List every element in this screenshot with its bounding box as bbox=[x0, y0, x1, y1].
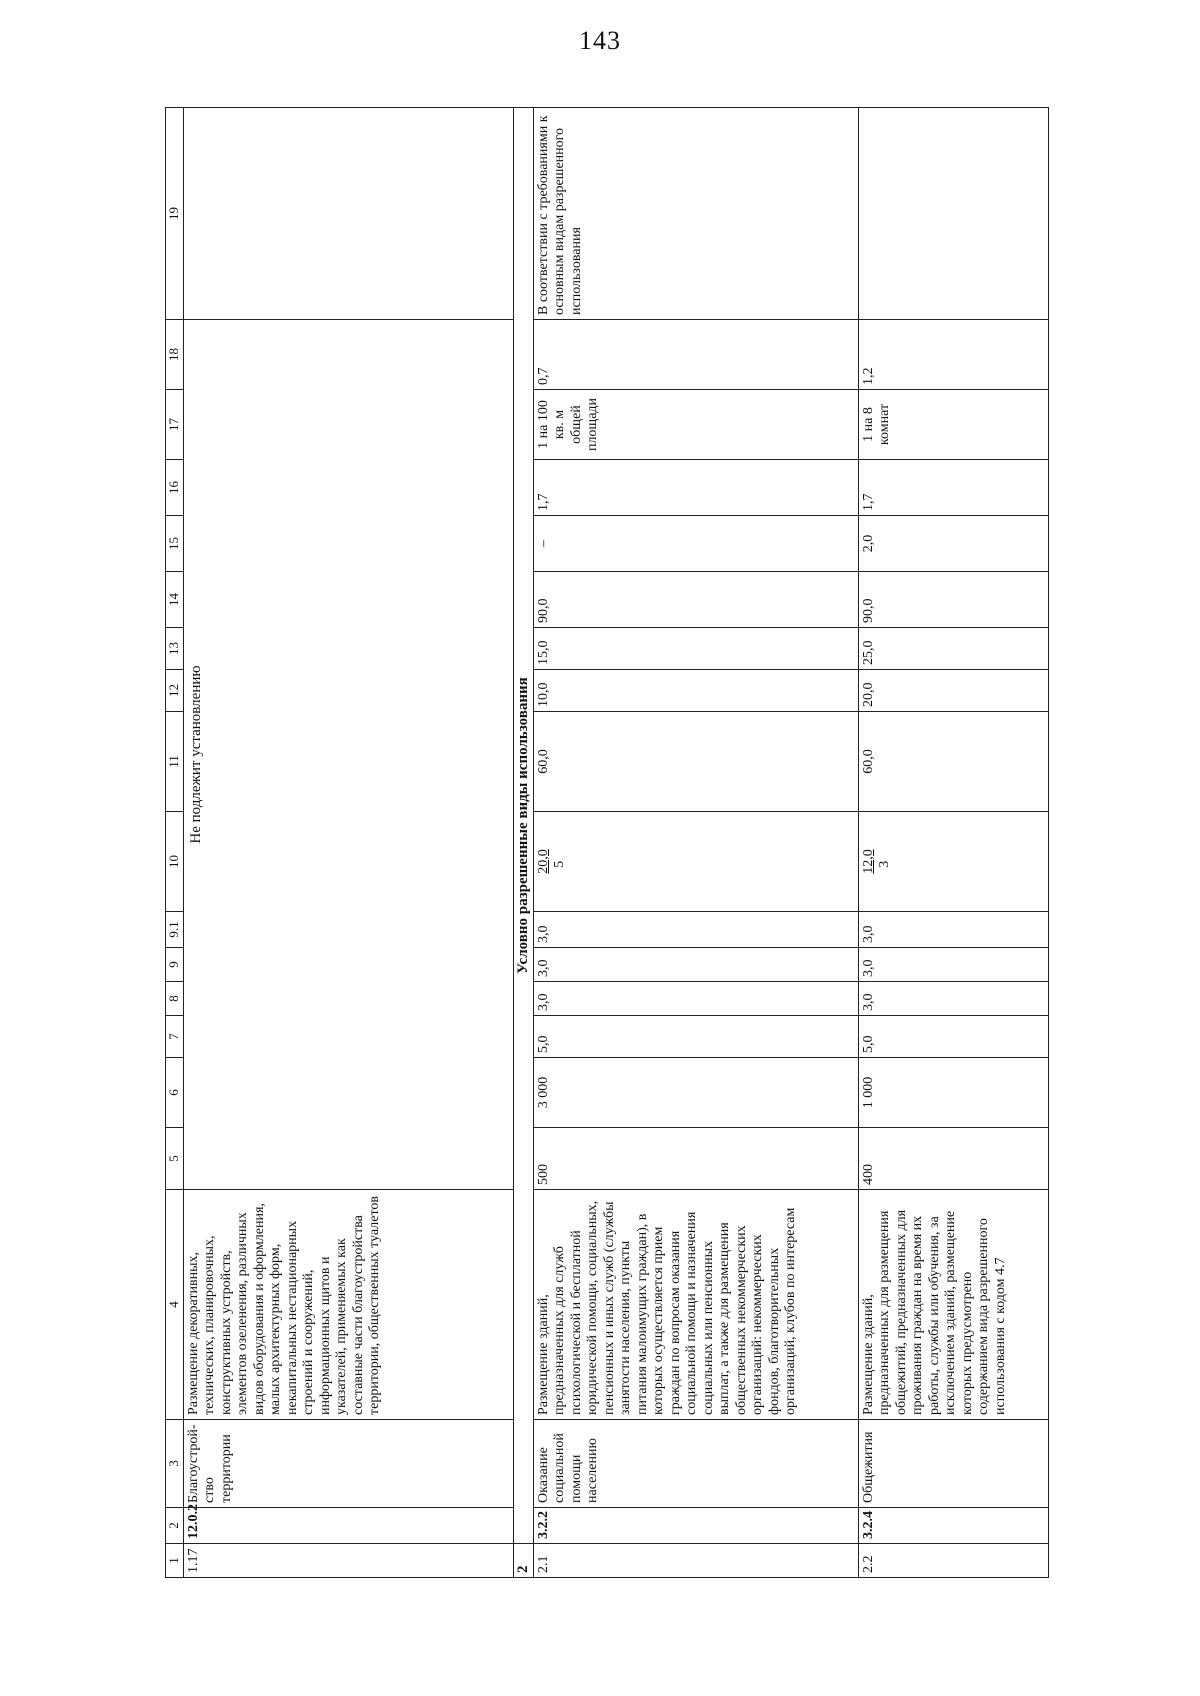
cell-10 bbox=[858, 812, 1048, 912]
use-description: Размещение декоративных, технических, планировочных, конструктивных устройств, элементов озеленения, различных видов оборудования и оформления, малых архитектурных форм, некапитальных нестационарных строений и сооружений, информационных щитов и указателей, применяемых как составные части благоустройства территории, общественных туалетов bbox=[183, 1190, 513, 1420]
cell-14: 90,0 bbox=[533, 572, 858, 628]
header-cell: 14 bbox=[166, 572, 184, 628]
cell-13: 25,0 bbox=[858, 628, 1048, 670]
header-cell: 7 bbox=[166, 1016, 184, 1058]
header-cell: 17 bbox=[166, 390, 184, 460]
cell-12: 10,0 bbox=[533, 670, 858, 712]
row-number: 2.1 bbox=[533, 1544, 858, 1578]
cell-9: 3,0 bbox=[533, 948, 858, 982]
cell-8: 3,0 bbox=[858, 982, 1048, 1016]
header-cell: 1 bbox=[166, 1544, 184, 1578]
use-code: 12.0.2 bbox=[183, 1508, 513, 1544]
cell-5: 400 bbox=[858, 1128, 1048, 1190]
fraction-bottom: 3 bbox=[877, 860, 892, 868]
header-cell: 6 bbox=[166, 1058, 184, 1128]
cell-7: 5,0 bbox=[533, 1016, 858, 1058]
header-cell: 9.1 bbox=[166, 912, 184, 948]
header-cell: 12 bbox=[166, 670, 184, 712]
table-row bbox=[858, 108, 1048, 1578]
cell-9-1: 3,0 bbox=[858, 912, 1048, 948]
cell-17: 1 на 8 комнат bbox=[858, 390, 1048, 460]
use-name: Оказание социальной помощи населению bbox=[533, 1420, 858, 1508]
section-row bbox=[513, 108, 533, 1578]
row-number: 1.17 bbox=[183, 1544, 513, 1578]
cell-11: 60,0 bbox=[858, 712, 1048, 812]
use-code: 3.2.2 bbox=[533, 1508, 858, 1544]
cell-16: 1,7 bbox=[533, 460, 858, 516]
cell-11: 60,0 bbox=[533, 712, 858, 812]
header-cell: 4 bbox=[166, 1190, 184, 1420]
cell-8: 3,0 bbox=[533, 982, 858, 1016]
use-description: Размещение зданий, предназначенных для служб психологической и бесплатной юридической помощи, социальных, пенсионных и иных служб (службы занятости населения, пункты питания малоимущих граждан), в которых осуществляется прием граждан по вопросам оказания социальной помощи и назначения социальных или пенсионных выплат, а также для размещения общественных некоммерческих организаций: некоммерческих фондов, благотворительных организаций, клубов по интересам bbox=[533, 1190, 858, 1420]
cell-17: 1 на 100 кв. м общей площади bbox=[533, 390, 858, 460]
cell-19: В соответствии с требованиями к основным видам разрешенного использования bbox=[533, 108, 858, 320]
cell-9-1: 3,0 bbox=[533, 912, 858, 948]
header-cell: 10 bbox=[166, 812, 184, 912]
header-cell: 15 bbox=[166, 516, 184, 572]
cell-10 bbox=[533, 812, 858, 912]
cell-14: 90,0 bbox=[858, 572, 1048, 628]
cell-9: 3,0 bbox=[858, 948, 1048, 982]
cell-7: 5,0 bbox=[858, 1016, 1048, 1058]
rotated-table-container bbox=[165, 108, 1045, 1578]
fraction bbox=[536, 849, 569, 874]
cell-5: 500 bbox=[533, 1128, 858, 1190]
fraction bbox=[861, 849, 894, 874]
fraction-top: 20,0 bbox=[535, 849, 551, 874]
not-applicable-note: Не подлежит установлению bbox=[183, 320, 513, 1190]
header-cell: 9 bbox=[166, 948, 184, 982]
use-name: Благоустрой-ство территории bbox=[183, 1420, 513, 1508]
header-cell: 2 bbox=[166, 1508, 184, 1544]
cell-15: – bbox=[533, 516, 858, 572]
use-name: Общежития bbox=[858, 1420, 1048, 1508]
fraction-top: 12,0 bbox=[860, 849, 876, 874]
cell-18: 0,7 bbox=[533, 320, 858, 390]
header-cell: 8 bbox=[166, 982, 184, 1016]
header-cell: 11 bbox=[166, 712, 184, 812]
cell-13: 15,0 bbox=[533, 628, 858, 670]
table-row bbox=[533, 108, 858, 1578]
page-number: 143 bbox=[579, 26, 621, 55]
cell-19 bbox=[183, 108, 513, 320]
table-row bbox=[183, 108, 513, 1578]
header-cell: 13 bbox=[166, 628, 184, 670]
cell-12: 20,0 bbox=[858, 670, 1048, 712]
zoning-regulations-table bbox=[165, 107, 1049, 1578]
section-number: 2 bbox=[513, 1544, 533, 1578]
row-number: 2.2 bbox=[858, 1544, 1048, 1578]
header-cell: 5 bbox=[166, 1128, 184, 1190]
header-cell: 18 bbox=[166, 320, 184, 390]
section-title: Условно разрешенные виды использования bbox=[513, 108, 533, 1544]
header-cell: 16 bbox=[166, 460, 184, 516]
cell-15: 2,0 bbox=[858, 516, 1048, 572]
cell-19 bbox=[858, 108, 1048, 320]
cell-16: 1,7 bbox=[858, 460, 1048, 516]
header-cell: 19 bbox=[166, 108, 184, 320]
use-description: Размещение зданий, предназначенных для размещения общежитий, предназначенных для проживания граждан на время их работы, службы или обучения, за исключением зданий, размещение которых предусмотрено содержанием вида разрешенного использования с кодом 4.7 bbox=[858, 1190, 1048, 1420]
cell-18: 1,2 bbox=[858, 320, 1048, 390]
use-code: 3.2.4 bbox=[858, 1508, 1048, 1544]
fraction-bottom: 5 bbox=[552, 860, 567, 868]
cell-6: 3 000 bbox=[533, 1058, 858, 1128]
cell-6: 1 000 bbox=[858, 1058, 1048, 1128]
header-cell: 3 bbox=[166, 1420, 184, 1508]
header-row bbox=[166, 108, 184, 1578]
